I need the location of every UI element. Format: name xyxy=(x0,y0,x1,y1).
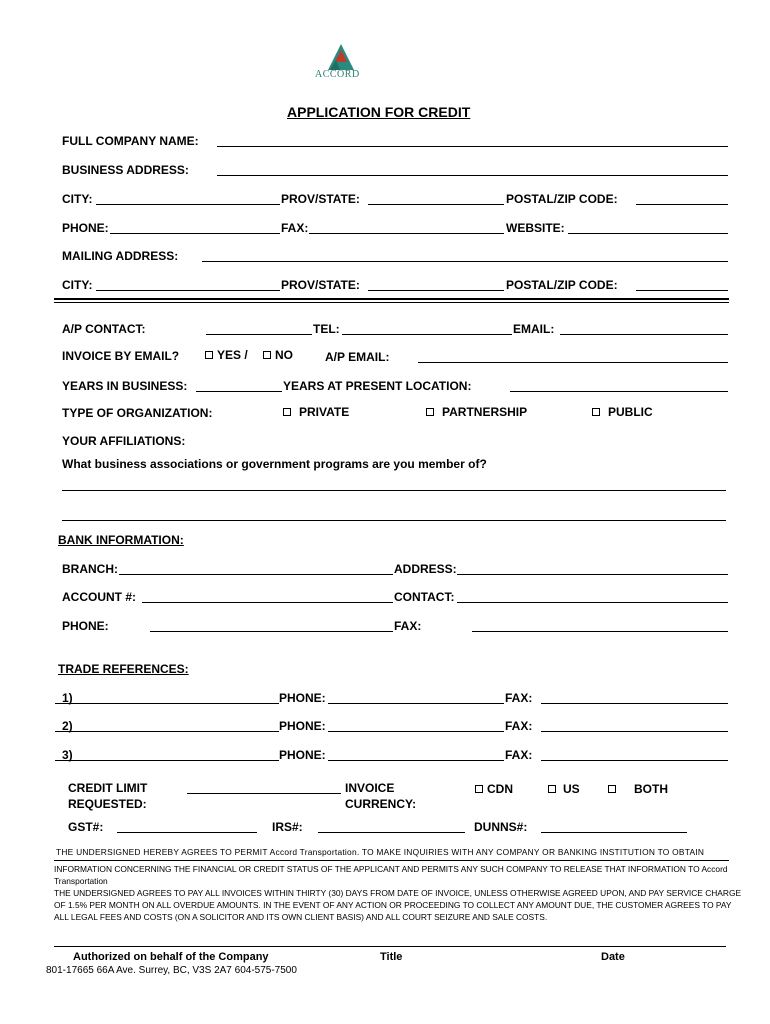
bank-fax-field[interactable] xyxy=(472,631,728,632)
yes-option[interactable] xyxy=(205,348,248,362)
bank-phone-field[interactable] xyxy=(150,631,393,632)
trade-ref-fax-label: FAX: xyxy=(505,748,533,762)
legal-text-line: THE UNDERSIGNED HEREBY AGREES TO PERMIT Accord Transportation. TO MAKE INQUIRIES WITH ANY COMPANY OR BANKING INSTITUTION TO OBTAIN xyxy=(56,847,705,857)
irs-label: IRS#: xyxy=(272,820,303,834)
legal-text-line: OF 1.5% PER MONTH ON ALL OVERDUE AMOUNTS. IN THE EVENT OF ANY ACTION OR PROCEEDING TO COLLECT ANY AMOUNT DUE, THE CUSTOMER AGREES TO PAY xyxy=(54,900,732,910)
public-checkbox[interactable] xyxy=(592,408,600,416)
years-at-location-field[interactable] xyxy=(510,391,728,392)
mailing-postal-code-field[interactable] xyxy=(636,290,728,291)
trade-ref-name-field[interactable] xyxy=(55,760,279,761)
website-field[interactable] xyxy=(568,233,728,234)
trade-ref-fax-field[interactable] xyxy=(541,731,728,732)
affiliations-question: What business associations or government programs are you member of? xyxy=(62,457,487,471)
bank-information-heading: BANK INFORMATION: xyxy=(58,533,184,547)
trade-ref-number: 3) xyxy=(62,748,73,762)
email-field[interactable] xyxy=(560,334,728,335)
affiliations-label: YOUR AFFILIATIONS: xyxy=(62,434,186,448)
bank-phone-label: PHONE: xyxy=(62,619,109,633)
private-checkbox[interactable] xyxy=(283,408,291,416)
private-option[interactable] xyxy=(283,405,349,419)
trade-references-heading: TRADE REFERENCES: xyxy=(58,662,189,676)
full-company-name-field[interactable] xyxy=(217,146,728,147)
partnership-option[interactable] xyxy=(426,405,527,419)
legal-text-line: INFORMATION CONCERNING THE FINANCIAL OR CREDIT STATUS OF THE APPLICANT AND PERMITS ANY SUCH COMPANY TO RELEASE THAT INFORMATION TO Accord xyxy=(54,864,728,874)
invoice-currency-label-2: CURRENCY: xyxy=(345,797,417,811)
tel-label: TEL: xyxy=(313,322,340,336)
invoice-currency-label: INVOICE xyxy=(345,781,395,795)
trade-ref-fax-label: FAX: xyxy=(505,719,533,733)
prov-state-label: PROV/STATE: xyxy=(281,192,360,206)
public-option[interactable] xyxy=(592,405,653,419)
affiliations-line-2[interactable] xyxy=(62,520,726,521)
form-title: APPLICATION FOR CREDIT xyxy=(287,104,471,120)
city-field[interactable] xyxy=(96,204,280,205)
mailing-city-label: CITY: xyxy=(62,278,93,292)
mailing-postal-code-label: POSTAL/ZIP CODE: xyxy=(506,278,618,292)
footer-address: 801-17665 66A Ave. Surrey, BC, V3S 2A7 604-575-7500 xyxy=(46,965,297,976)
no-label: NO xyxy=(275,348,293,362)
website-label: WEBSITE: xyxy=(506,221,565,235)
dunns-field[interactable] xyxy=(541,832,687,833)
trade-ref-phone-field[interactable] xyxy=(328,703,504,704)
email-label: EMAIL: xyxy=(513,322,555,336)
affiliations-line-1[interactable] xyxy=(62,490,726,491)
trade-ref-fax-field[interactable] xyxy=(541,703,728,704)
postal-code-field[interactable] xyxy=(636,204,728,205)
logo-text: ACCORD xyxy=(315,69,360,80)
city-label: CITY: xyxy=(62,192,93,206)
phone-label: PHONE: xyxy=(62,221,109,235)
full-company-name-label: FULL COMPANY NAME: xyxy=(62,134,199,148)
cdn-checkbox[interactable] xyxy=(475,785,483,793)
trade-ref-fax-label: FAX: xyxy=(505,691,533,705)
us-checkbox[interactable] xyxy=(548,785,556,793)
trade-ref-phone-field[interactable] xyxy=(328,760,504,761)
us-label: US xyxy=(563,782,580,796)
ap-contact-field[interactable] xyxy=(206,334,312,335)
trade-ref-number: 2) xyxy=(62,719,73,733)
both-option[interactable] xyxy=(608,782,668,796)
bank-address-label: ADDRESS: xyxy=(394,562,457,576)
bank-contact-field[interactable] xyxy=(457,602,728,603)
mailing-city-field[interactable] xyxy=(96,290,280,291)
signature-line[interactable] xyxy=(54,946,726,947)
yes-label: YES / xyxy=(217,348,248,362)
cdn-label: CDN xyxy=(487,782,513,796)
yes-checkbox[interactable] xyxy=(205,351,213,359)
ap-email-label: A/P EMAIL: xyxy=(325,350,390,364)
legal-divider xyxy=(54,860,729,861)
no-option[interactable] xyxy=(263,348,293,362)
gst-field[interactable] xyxy=(117,832,257,833)
credit-limit-label-2: REQUESTED: xyxy=(68,797,147,811)
trade-ref-phone-field[interactable] xyxy=(328,731,504,732)
private-label: PRIVATE xyxy=(299,405,350,419)
public-label: PUBLIC xyxy=(608,405,653,419)
trade-ref-number: 1) xyxy=(62,691,73,705)
section-divider xyxy=(54,298,729,300)
ap-contact-label: A/P CONTACT: xyxy=(62,322,146,336)
bank-account-field[interactable] xyxy=(142,602,393,603)
tel-field[interactable] xyxy=(342,334,512,335)
bank-fax-label: FAX: xyxy=(394,619,422,633)
invoice-by-email-label: INVOICE BY EMAIL? xyxy=(62,349,180,363)
trade-ref-phone-label: PHONE: xyxy=(279,691,326,705)
organization-type-label: TYPE OF ORGANIZATION: xyxy=(62,406,213,420)
irs-field[interactable] xyxy=(318,832,465,833)
both-label: BOTH xyxy=(634,782,668,796)
credit-limit-field[interactable] xyxy=(187,793,341,794)
trade-ref-fax-field[interactable] xyxy=(541,760,728,761)
prov-state-field[interactable] xyxy=(368,204,504,205)
trade-ref-phone-label: PHONE: xyxy=(279,748,326,762)
authorized-label: Authorized on behalf of the Company xyxy=(73,951,269,963)
mailing-address-field[interactable] xyxy=(202,261,728,262)
mailing-prov-state-label: PROV/STATE: xyxy=(281,278,360,292)
partnership-checkbox[interactable] xyxy=(426,408,434,416)
fax-label: FAX: xyxy=(281,221,309,235)
trade-ref-phone-label: PHONE: xyxy=(279,719,326,733)
postal-code-label: POSTAL/ZIP CODE: xyxy=(506,192,618,206)
title-label: Title xyxy=(380,951,403,963)
years-at-location-label: YEARS AT PRESENT LOCATION: xyxy=(283,379,472,393)
credit-limit-label: CREDIT LIMIT xyxy=(68,781,148,795)
dunns-label: DUNNS#: xyxy=(474,820,528,834)
mailing-address-label: MAILING ADDRESS: xyxy=(62,249,179,263)
bank-branch-field[interactable] xyxy=(119,574,393,575)
logo xyxy=(310,42,372,82)
years-in-business-label: YEARS IN BUSINESS: xyxy=(62,379,188,393)
bank-address-field[interactable] xyxy=(457,574,728,575)
phone-field[interactable] xyxy=(110,233,280,234)
bank-account-label: ACCOUNT #: xyxy=(62,590,136,604)
us-option[interactable] xyxy=(548,782,580,796)
bank-contact-label: CONTACT: xyxy=(394,590,455,604)
partnership-label: PARTNERSHIP xyxy=(442,405,528,419)
ap-email-field[interactable] xyxy=(418,362,728,363)
date-label: Date xyxy=(601,951,625,963)
business-address-label: BUSINESS ADDRESS: xyxy=(62,163,189,177)
trade-ref-name-field[interactable] xyxy=(55,731,279,732)
trade-ref-name-field[interactable] xyxy=(55,703,279,704)
fax-field[interactable] xyxy=(309,233,504,234)
legal-text-line: THE UNDERSIGNED AGREES TO PAY ALL INVOICES WITHIN THIRTY (30) DAYS FROM DATE OF INVOICE, UNLESS OTHERWISE AGREED UPON, AND PAY SERVICE CHARGE xyxy=(54,888,742,898)
bank-branch-label: BRANCH: xyxy=(62,562,118,576)
legal-text-line: Transportation xyxy=(54,876,108,886)
legal-text-line: ALL LEGAL FEES AND COSTS (ON A SOLICITOR AND ITS OWN CLIENT BASIS) AND ALL COURT SEIZURE AND SALE COSTS. xyxy=(54,912,548,922)
mailing-prov-state-field[interactable] xyxy=(368,290,504,291)
gst-label: GST#: xyxy=(68,820,104,834)
no-checkbox[interactable] xyxy=(263,351,271,359)
business-address-field[interactable] xyxy=(217,175,728,176)
cdn-option[interactable] xyxy=(475,782,513,796)
section-divider xyxy=(54,302,729,303)
both-checkbox[interactable] xyxy=(608,785,616,793)
years-in-business-field[interactable] xyxy=(196,391,282,392)
